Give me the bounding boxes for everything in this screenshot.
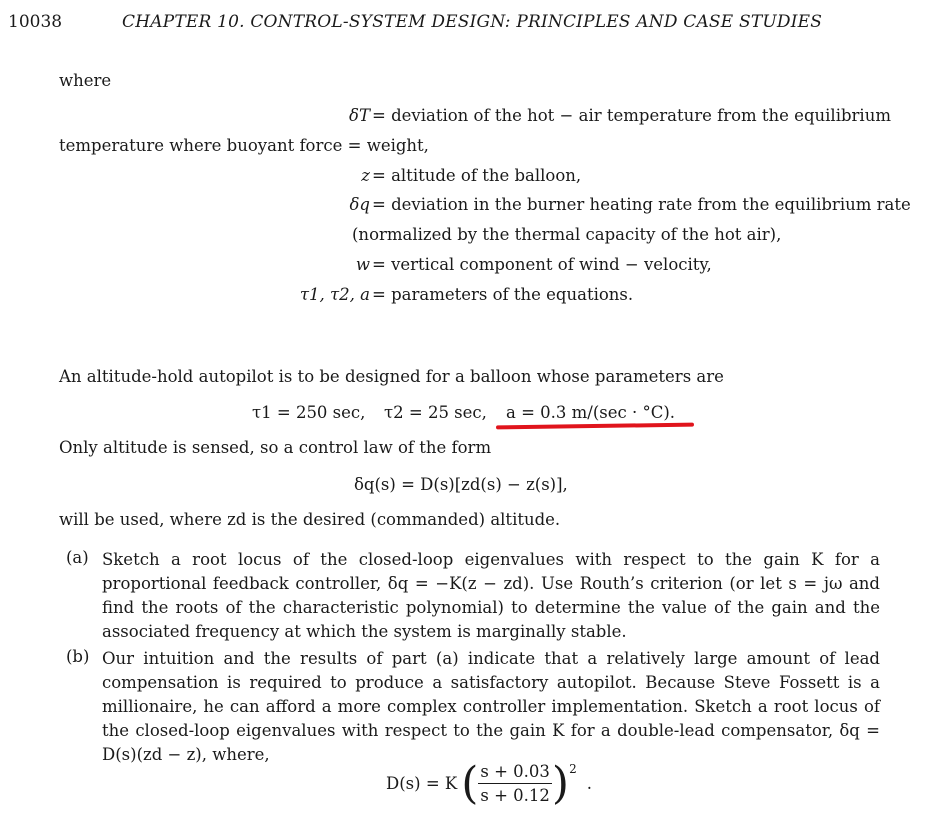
- compensator-period: .: [586, 774, 592, 794]
- definition-symbol: w: [355, 255, 370, 274]
- definition-text: = altitude of the balloon,: [372, 166, 582, 185]
- left-paren: (: [461, 758, 479, 809]
- compensator-exponent: 2: [569, 762, 577, 776]
- param-tau1: τ1 = 250 sec,: [252, 403, 366, 422]
- param-a: a = 0.3 m/(sec · °C).: [506, 403, 676, 422]
- compensator-denominator: s + 0.12: [480, 786, 550, 805]
- chapter-title: CHAPTER 10. CONTROL-SYSTEM DESIGN: PRINCIPLES AND CASE STUDIES: [122, 12, 823, 32]
- compensator-fraction: [478, 762, 552, 806]
- intro-paragraph: An altitude-hold autopilot is to be designed for a balloon whose parameters are: [59, 367, 724, 386]
- where-label: where: [59, 71, 112, 90]
- compensator-numerator: s + 0.03: [478, 762, 552, 784]
- definition-text: (normalized by the thermal capacity of the hot air),: [352, 225, 782, 244]
- definition-text: temperature where buoyant force = weight,: [59, 136, 429, 155]
- definition-text: = deviation in the burner heating rate from the equilibrium rate: [372, 195, 911, 214]
- compensator-equation: [386, 758, 592, 809]
- definition-symbol: z: [361, 166, 370, 185]
- definition-symbol: τ1, τ2, a: [299, 285, 370, 304]
- definition-text: = deviation of the hot − air temperature from the equilibrium: [372, 106, 891, 125]
- item-text-a: Sketch a root locus of the closed-loop eigenvalues with respect to the gain K for a proportional feedback controller, δq = −K(z − zd). Use Routh’s criterion (or let s = jω and find the roots of the characteristic polynomial) to determine the value of the gain and the associated frequency at which the system is marginally stable.: [102, 550, 880, 641]
- compensator-lhs: D(s) = K: [386, 774, 458, 794]
- control-law-equation: δq(s) = D(s)[zd(s) − z(s)],: [354, 475, 568, 494]
- definition-text: = parameters of the equations.: [372, 285, 634, 304]
- item-text-b: Our intuition and the results of part (a) indicate that a relatively large amount of lead compensation is required to produce a satisfactory autopilot. Because Steve Fossett is a millionaire, he can afford a more complex controller implementation. Sketch a root locus of the closed-loop eigenvalues with respect to the gain K for a double-lead compensator, δq = D(s)(zd − z), where,: [102, 649, 880, 764]
- right-paren: ): [551, 758, 570, 809]
- page-number: 10038: [8, 12, 63, 32]
- desired-paragraph: will be used, where zd is the desired (commanded) altitude.: [59, 510, 561, 529]
- sensed-paragraph: Only altitude is sensed, so a control law of the form: [59, 438, 492, 457]
- definition-text: = vertical component of wind − velocity,: [372, 255, 712, 274]
- item-label-a: (a): [66, 548, 89, 567]
- definition-symbol: δq: [349, 195, 370, 214]
- param-tau2: τ2 = 25 sec,: [384, 403, 487, 422]
- definition-symbol: δT: [349, 106, 370, 125]
- red-underline-annotation: [496, 423, 694, 430]
- item-label-b: (b): [66, 647, 90, 666]
